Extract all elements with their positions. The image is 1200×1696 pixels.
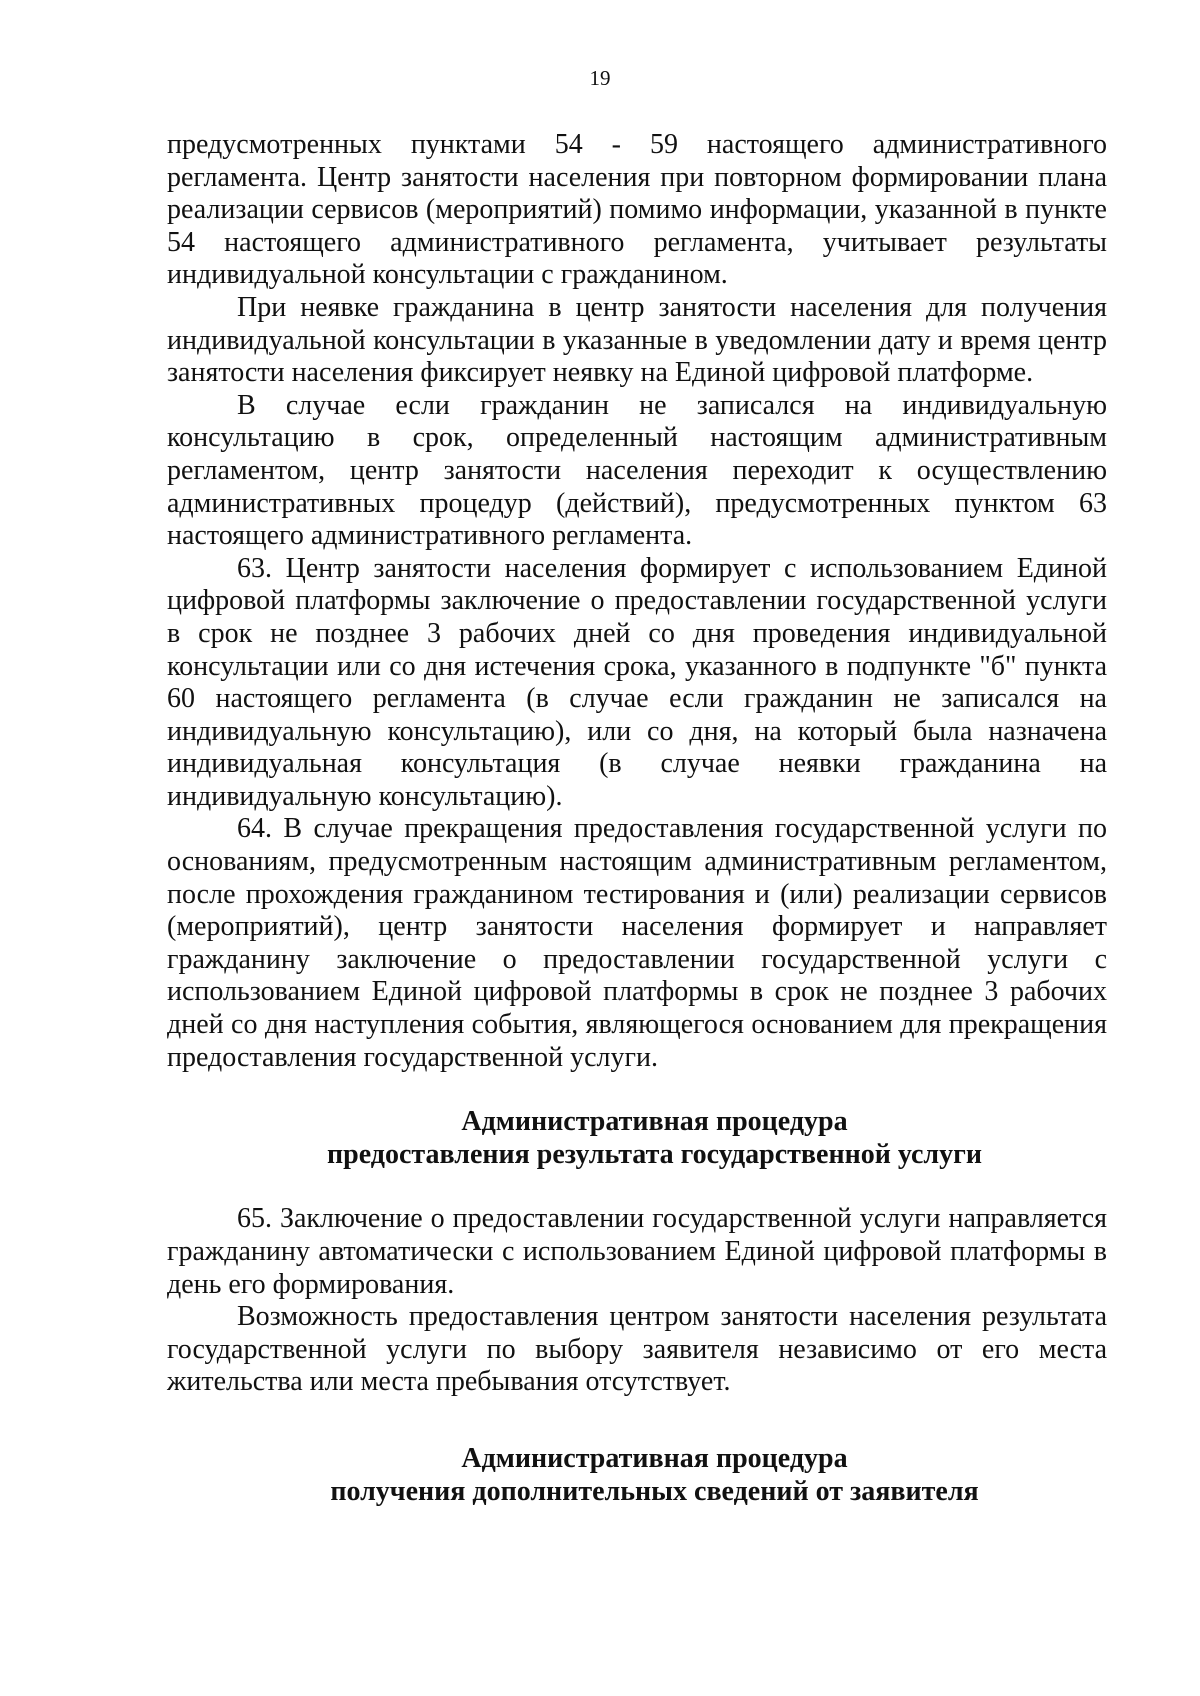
section-heading-result [167,1106,1107,1171]
paragraph: При неявке гражданина в центр занятости населения для получения индивидуальной консультации в указанные в уведомлении дату и время центр занятости населения фиксирует неявку на Единой цифровой платформе. [167,291,1107,389]
section-heading-additional-info [167,1443,1107,1508]
document-body [167,129,1107,1508]
section-heading-line: Административная процедура [461,1106,848,1138]
paragraph-item-63: 63. Центр занятости населения формирует с использованием Единой цифровой платформы заключение о предоставлении государственной услуги в срок не позднее 3 рабочих дней со дня проведения индивидуальной консультации или со дня истечения срока, указанного в подпункте "б" пункта 60 настоящего регламента (в случае если гражданин не записался на индивидуальную консультацию), или со дня, на который была назначена индивидуальная консультация (в случае неявки гражданина на индивидуальную консультацию). [167,552,1107,812]
paragraph-item-65: 65. Заключение о предоставлении государственной услуги направляется гражданину автоматически с использованием Единой цифровой платформы в день его формирования. [167,1203,1107,1300]
section-heading-line: Административная процедура [461,1442,848,1474]
section-heading-line: предоставления результата государственной услуги [327,1138,982,1170]
page-number: 19 [589,66,611,90]
paragraph: предусмотренных пунктами 54 - 59 настоящего административного регламента. Центр занятости населения при повторном формировании плана реализации сервисов (мероприятий) помимо информации, указанной в пункте 54 настоящего административного регламента, учитывает результаты индивидуальной консультации с гражданином. [167,129,1107,291]
paragraph: Возможность предоставления центром занятости населения результата государственной услуги по выбору заявителя независимо от его места жительства или места пребывания отсутствует. [167,1301,1107,1398]
section-heading-line: получения дополнительных сведений от заявителя [330,1475,979,1507]
paragraph: В случае если гражданин не записался на индивидуальную консультацию в срок, определенный настоящим административным регламентом, центр занятости населения переходит к осуществлению административных процедур (действий), предусмотренных пунктом 63 настоящего административного регламента. [167,389,1107,552]
paragraph-item-64: 64. В случае прекращения предоставления государственной услуги по основаниям, предусмотренным настоящим административным регламентом, после прохождения гражданином тестирования и (или) реализации сервисов (мероприятий), центр занятости населения формирует и направляет гражданину заключение о предоставлении государственной услуги с использованием Единой цифровой платформы в срок не позднее 3 рабочих дней со дня наступления события, являющегося основанием для прекращения предоставления государственной услуги. [167,813,1107,1073]
